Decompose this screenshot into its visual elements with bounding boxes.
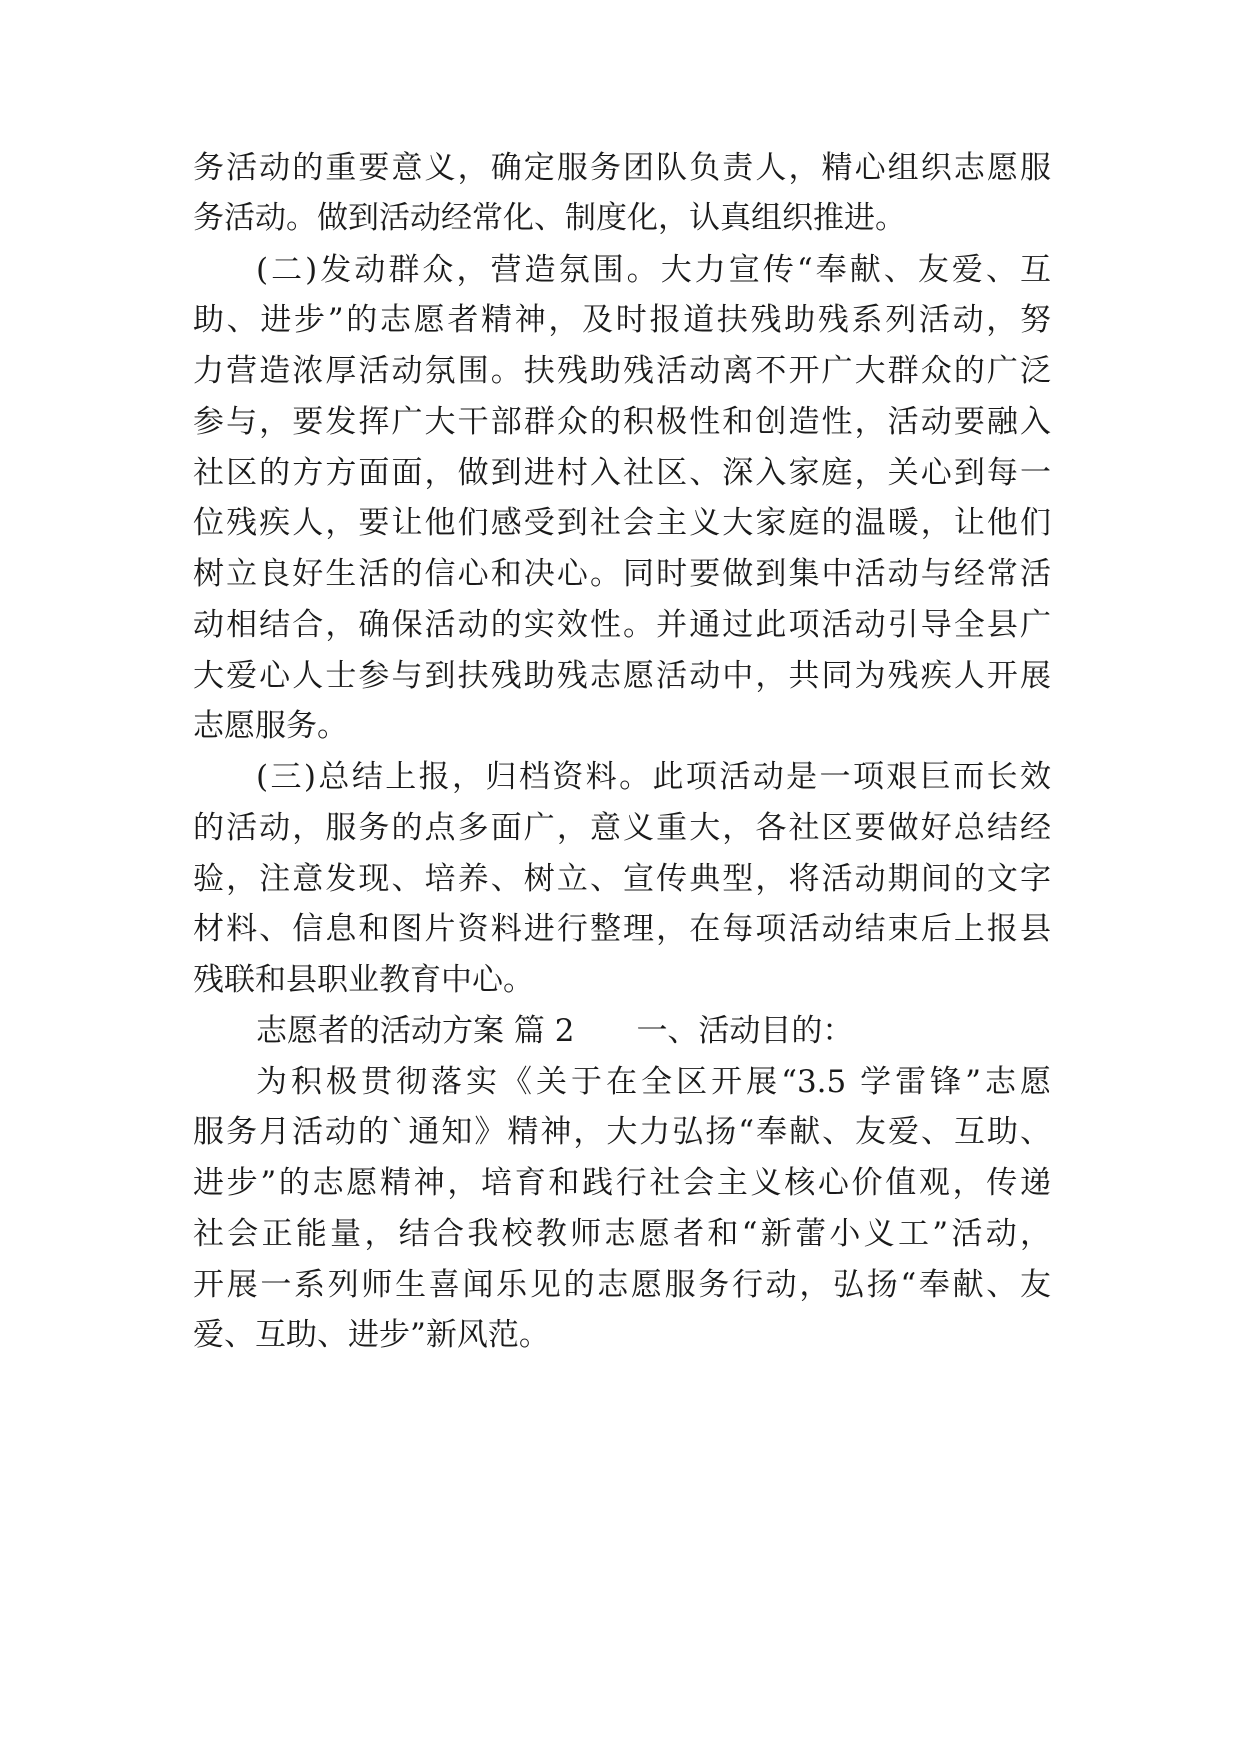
text-line: 服务月活动的`通知》精神，大力弘扬“奉献、友爱、互助、 xyxy=(193,1114,1051,1150)
text-line: 的活动，服务的点多面广，意义重大，各社区要做好总结经 xyxy=(193,810,1051,846)
text-line: 动相结合，确保活动的实效性。并通过此项活动引导全县广 xyxy=(193,607,1051,643)
text-line: 开展一系列师生喜闻乐见的志愿服务行动，弘扬“奉献、友 xyxy=(193,1267,1051,1303)
text-line: 参与，要发挥广大干部群众的积极性和创造性，活动要融入 xyxy=(193,404,1051,440)
text-line: 残联和县职业教育中心。 xyxy=(193,962,534,998)
text-line: 大爱心人士参与到扶残助残志愿活动中，共同为残疾人开展 xyxy=(193,658,1051,694)
paragraph-start-line: (三)总结上报，归档资料。此项活动是一项艰巨而长效 xyxy=(256,759,1051,795)
paragraph-start-line: 为积极贯彻落实《关于在全区开展“3.5 学雷锋”志愿 xyxy=(256,1064,1051,1100)
text-line: 社会正能量，结合我校教师志愿者和“新蕾小义工”活动， xyxy=(193,1216,1051,1252)
text-line: 务活动。做到活动经常化、制度化，认真组织推进。 xyxy=(193,200,906,236)
text-line: 力营造浓厚活动氛围。扶残助残活动离不开广大群众的广泛 xyxy=(193,353,1051,389)
text-line: 社区的方方面面，做到进村入社区、深入家庭，关心到每一 xyxy=(193,455,1051,491)
text-line: 爱、互助、进步”新风范。 xyxy=(193,1317,550,1353)
text-line: 志愿服务。 xyxy=(193,708,348,744)
text-line: 验，注意发现、培养、树立、宣传典型，将活动期间的文字 xyxy=(193,861,1051,897)
text-line: 进步”的志愿精神，培育和践行社会主义核心价值观，传递 xyxy=(193,1165,1051,1201)
subsection-title: 一、活动目的： xyxy=(636,1013,854,1049)
text-line: 务活动的重要意义，确定服务团队负责人，精心组织志愿服 xyxy=(193,150,1051,186)
section-heading xyxy=(256,1011,853,1051)
section-title: 志愿者的活动方案 篇 2 xyxy=(256,1013,575,1049)
text-line: 助、进步”的志愿者精神，及时报道扶残助残系列活动，努 xyxy=(193,302,1051,338)
text-line: 材料、信息和图片资料进行整理，在每项活动结束后上报县 xyxy=(193,911,1051,947)
text-line: 树立良好生活的信心和决心。同时要做到集中活动与经常活 xyxy=(193,556,1051,592)
text-line: 位残疾人，要让他们感受到社会主义大家庭的温暖，让他们 xyxy=(193,505,1051,541)
paragraph-start-line: (二)发动群众，营造氛围。大力宣传“奉献、友爱、互 xyxy=(256,252,1051,288)
